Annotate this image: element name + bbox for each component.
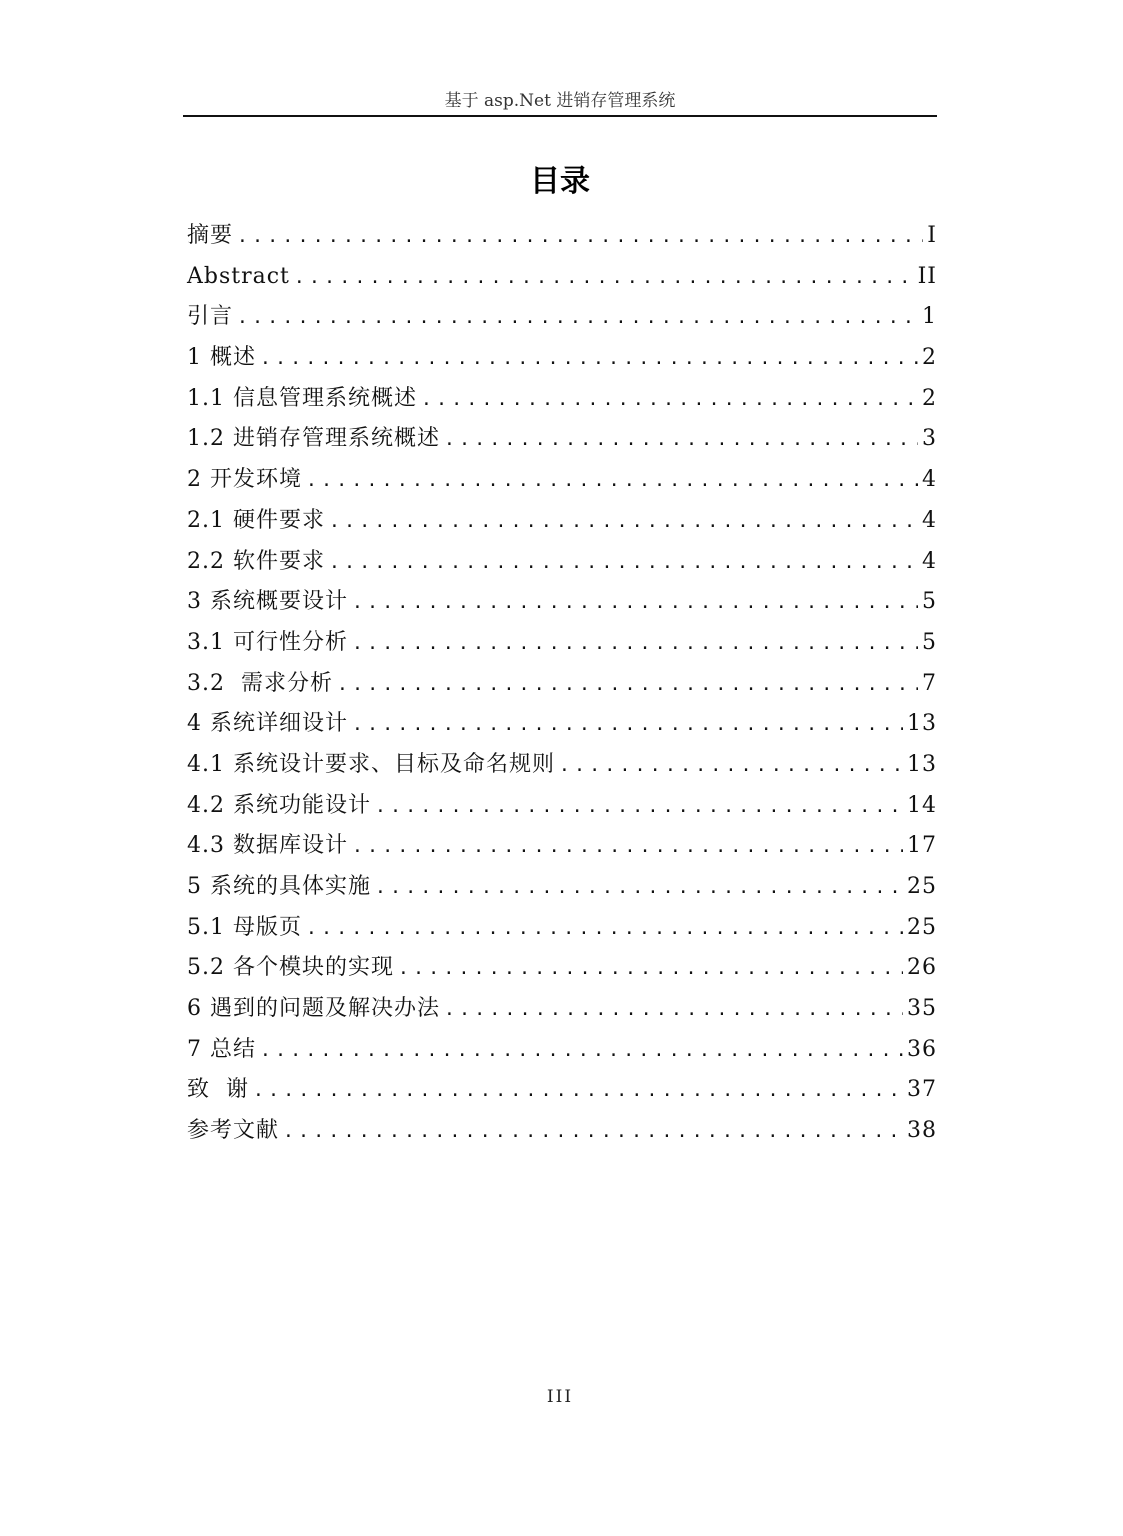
toc-entry-section-3-2[interactable] [187,664,937,705]
toc-leader [352,827,903,868]
toc-entry-page: 25 [907,874,937,899]
toc-entry-label: 1.2 进销存管理系统概述 [187,426,440,452]
toc-entry-section-5-1[interactable] [187,908,937,949]
toc-entry-label: 摘要 [187,223,234,248]
toc-entry-abstract-en[interactable] [187,257,937,298]
toc-entry-page: 36 [907,1036,937,1062]
toc-entry-page: 14 [907,792,937,818]
toc-entry-page: 17 [907,833,937,859]
toc-entry-page: 38 [907,1118,937,1144]
toc-entry-chapter-7[interactable] [187,1030,937,1071]
toc-entry-page: 5 [922,589,937,615]
toc-entry-page: 7 [922,670,937,696]
toc-leader [237,217,923,258]
toc-leader [283,1112,903,1153]
toc-leader [260,1031,903,1072]
toc-leader [253,1071,903,1112]
toc-entry-label: 4.3 数据库设计 [187,833,348,859]
toc-leader [559,746,903,787]
toc-entry-page: II [917,263,937,289]
toc-entry-page: I [927,223,937,248]
toc-entry-label: Abstract [187,263,290,289]
toc-entry-chapter-1[interactable] [187,338,937,379]
toc-entry-section-4-2[interactable] [187,786,937,827]
toc-entry-label: 5 系统的具体实施 [187,874,371,899]
toc-leader [260,339,918,380]
page-number: III [546,1387,574,1407]
toc-entry-label: 6 遇到的问题及解决办法 [187,996,440,1022]
toc-entry-label: 3.2 需求分析 [187,670,333,696]
toc-entry-section-4-3[interactable] [187,826,937,867]
toc-entry-page: 4 [922,467,937,493]
toc-entry-label: 7 总结 [187,1036,256,1062]
toc-leader [444,990,903,1031]
toc-entry-introduction[interactable] [187,297,937,338]
toc-entry-label: 5.2 各个模块的实现 [187,955,394,981]
toc-leader [294,258,914,299]
toc-entry-page: 2 [922,345,937,371]
running-header: 基于 asp.Net 进销存管理系统 [444,91,676,111]
toc-entry-chapter-2[interactable] [187,460,937,501]
toc-list [187,216,937,1152]
toc-entry-label: 4.1 系统设计要求、目标及命名规则 [187,751,555,777]
toc-entry-page: 13 [907,711,937,737]
toc-entry-page: 25 [907,914,937,940]
toc-entry-chapter-6[interactable] [187,989,937,1030]
toc-entry-label: 3 系统概要设计 [187,589,348,615]
toc-entry-references[interactable] [187,1111,937,1152]
toc-entry-page: 13 [907,751,937,777]
toc-leader [306,461,918,502]
toc-entry-chapter-5[interactable] [187,867,937,908]
toc-title: 目录 [530,164,590,199]
toc-entry-label: 2 开发环境 [187,467,302,493]
toc-leader [375,787,903,828]
toc-entry-label: 参考文献 [187,1118,280,1144]
toc-entry-section-2-2[interactable] [187,542,937,583]
toc-entry-label: 2.2 软件要求 [187,548,325,574]
toc-entry-acknowledgements[interactable] [187,1070,937,1111]
toc-leader [237,298,918,339]
toc-entry-section-5-2[interactable] [187,948,937,989]
toc-entry-page: 26 [907,955,937,981]
toc-leader [444,420,918,461]
toc-entry-label: 4 系统详细设计 [187,711,348,737]
toc-entry-page: 3 [922,426,937,452]
toc-entry-label: 1.1 信息管理系统概述 [187,385,417,411]
toc-entry-label: 1 概述 [187,345,256,371]
toc-entry-label: 致 谢 [187,1077,249,1103]
toc-entry-label: 3.1 可行性分析 [187,629,348,655]
toc-entry-label: 引言 [187,304,234,330]
toc-entry-section-2-1[interactable] [187,501,937,542]
toc-entry-page: 37 [907,1077,937,1103]
header-rule [183,115,937,117]
toc-leader [375,868,903,909]
toc-leader [352,583,918,624]
toc-entry-abstract-cn[interactable] [187,216,937,257]
toc-leader [329,502,918,543]
toc-entry-label: 2.1 硬件要求 [187,507,325,533]
toc-leader [352,624,918,665]
toc-entry-label: 4.2 系统功能设计 [187,792,371,818]
toc-leader [306,909,903,950]
toc-leader [329,543,918,584]
toc-entry-chapter-3[interactable] [187,582,937,623]
toc-entry-page: 35 [907,996,937,1022]
toc-entry-page: 4 [922,507,937,533]
toc-leader [398,949,903,990]
toc-entry-section-1-2[interactable] [187,419,937,460]
toc-entry-page: 4 [922,548,937,574]
toc-entry-page: 1 [922,304,937,330]
toc-entry-section-4-1[interactable] [187,745,937,786]
toc-entry-section-3-1[interactable] [187,623,937,664]
toc-leader [352,705,903,746]
toc-entry-page: 2 [922,385,937,411]
toc-entry-label: 5.1 母版页 [187,914,302,940]
toc-entry-chapter-4[interactable] [187,704,937,745]
toc-leader [337,665,918,706]
toc-entry-section-1-1[interactable] [187,379,937,420]
toc-leader [421,380,918,421]
toc-entry-page: 5 [922,629,937,655]
